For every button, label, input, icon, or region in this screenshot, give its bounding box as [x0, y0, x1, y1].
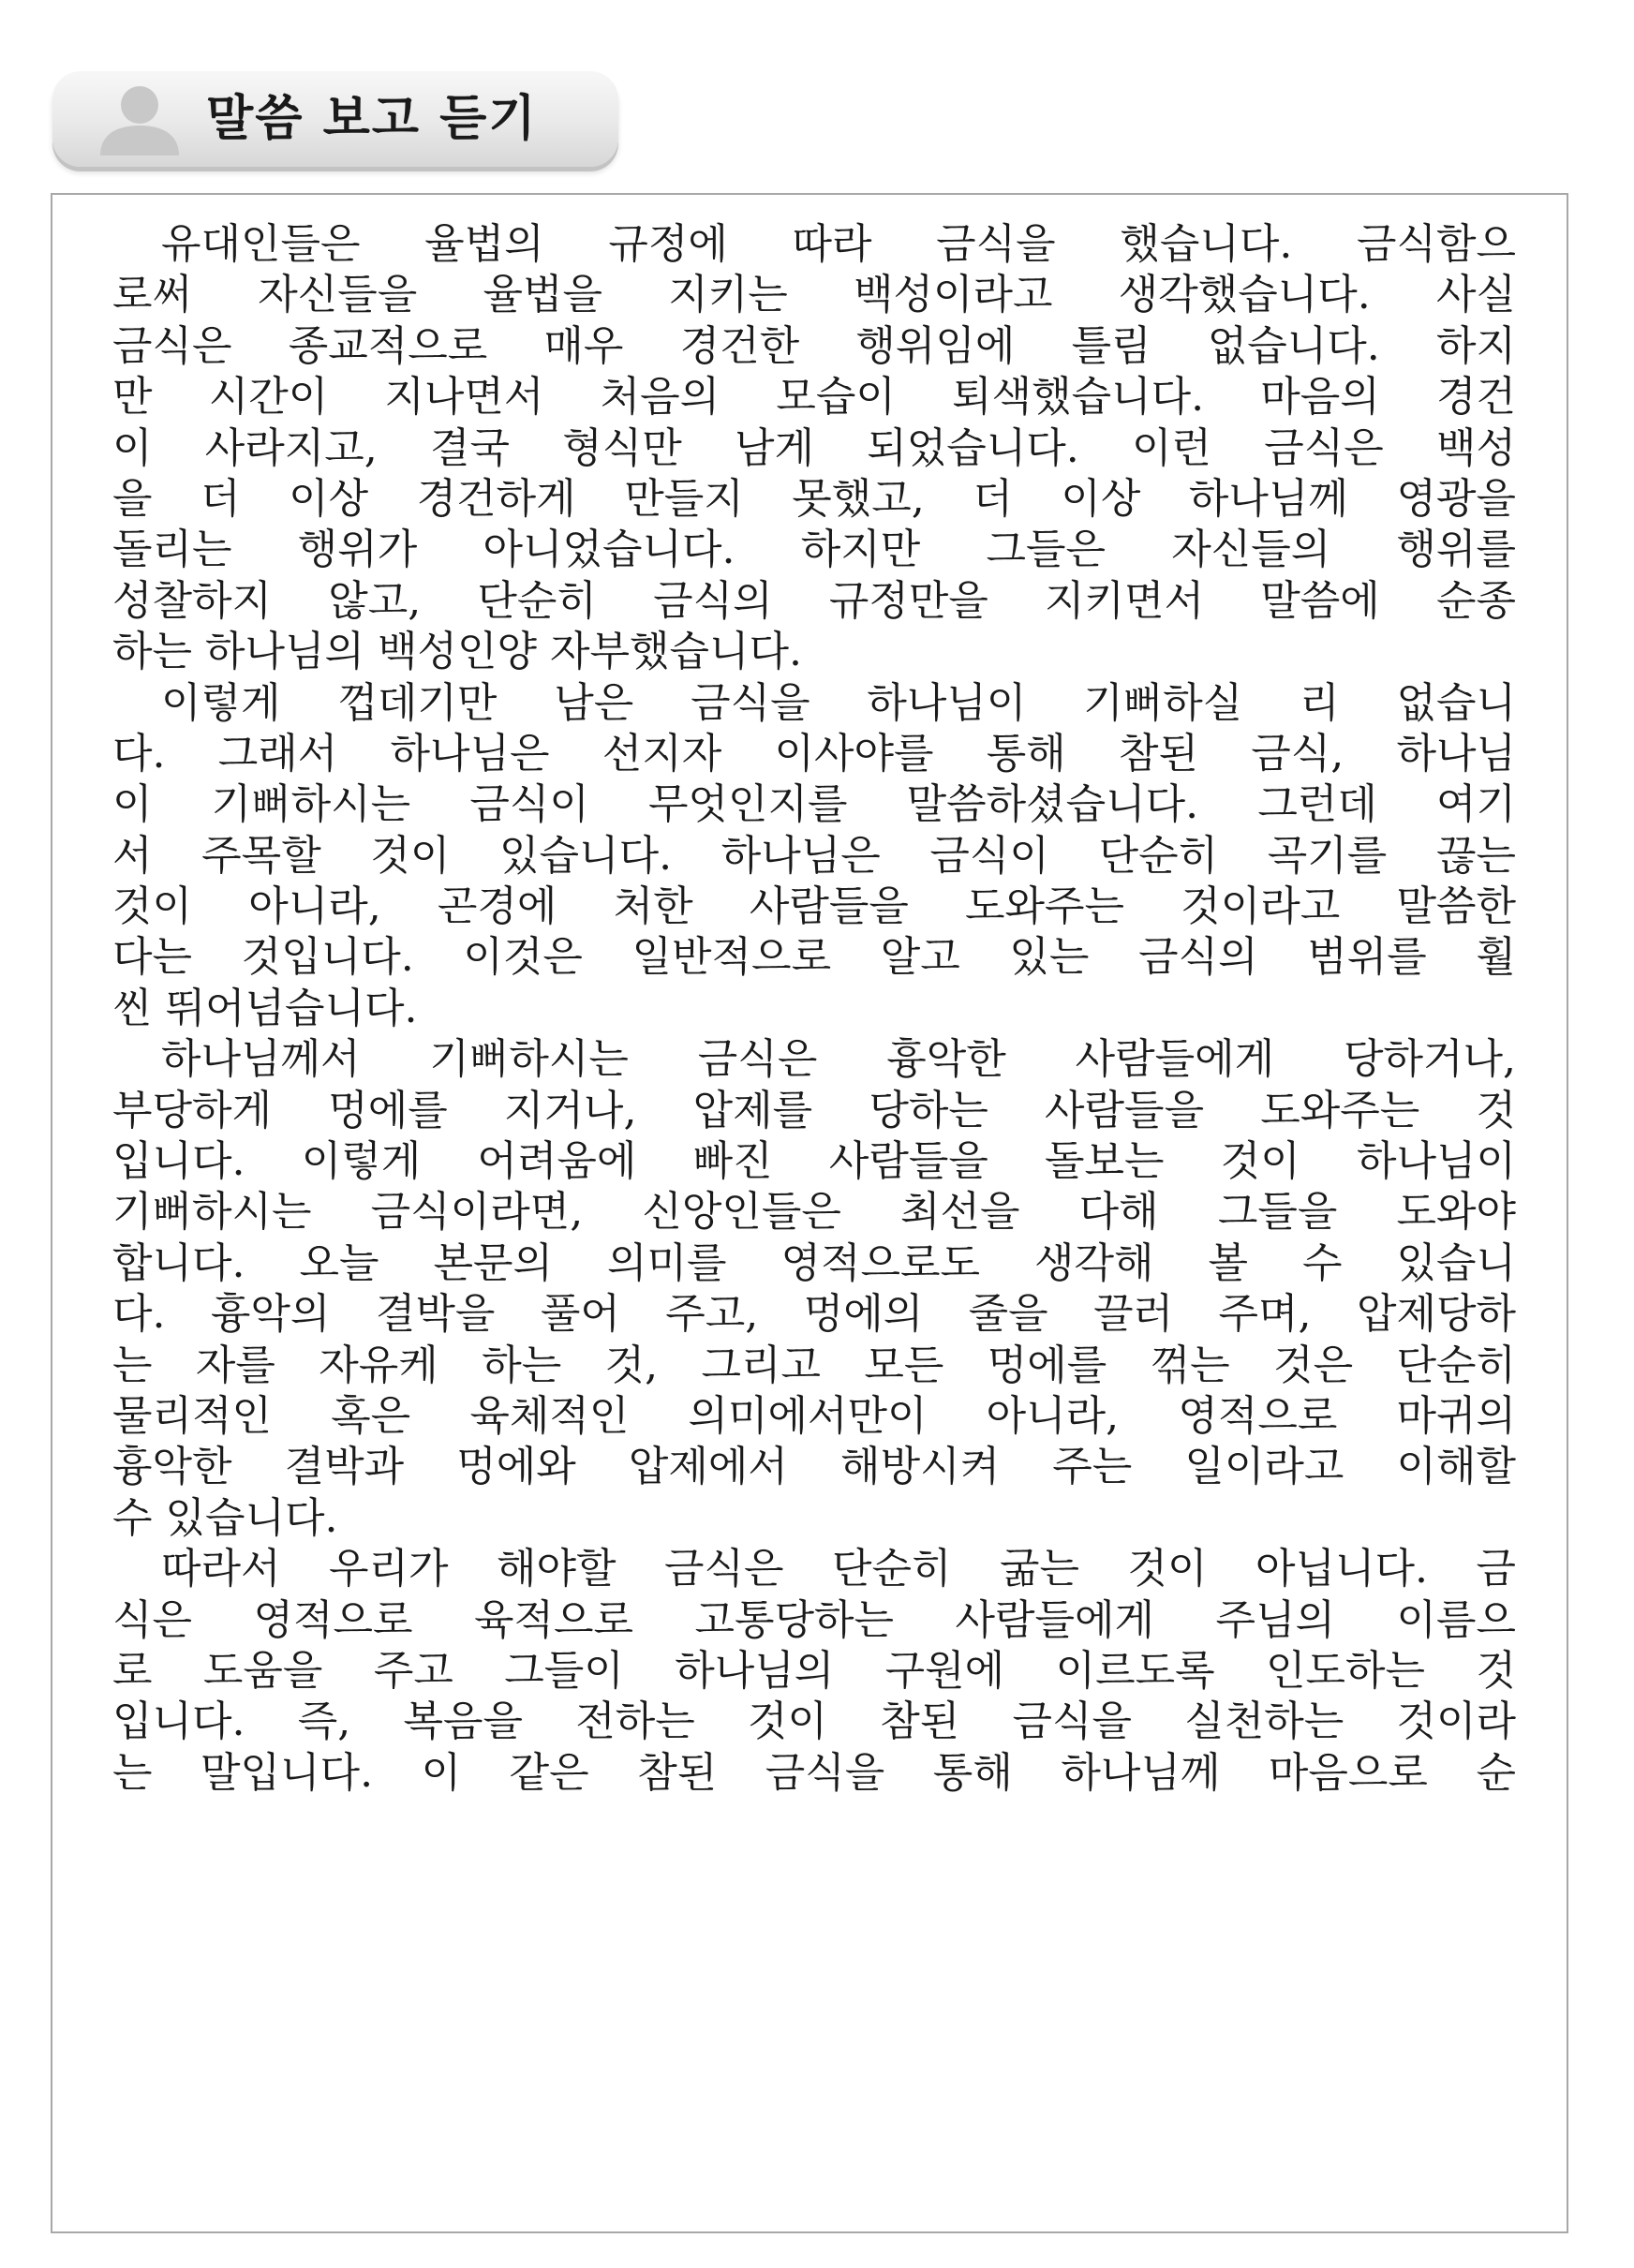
text-line: 다는 것입니다. 이것은 일반적으로 알고 있는 금식의 범위를 훨	[112, 933, 1516, 982]
text-line: 물리적인 혹은 육체적인 의미에서만이 아니라, 영적으로 마귀의	[112, 1391, 1516, 1440]
text-line: 로 도움을 주고 그들이 하나님의 구원에 이르도록 인도하는 것	[112, 1646, 1516, 1695]
text-line: 기뻐하시는 금식이라면, 신앙인들은 최선을 다해 그들을 도와야	[112, 1188, 1516, 1237]
text-line: 다. 그래서 하나님은 선지자 이사야를 통해 참된 금식, 하나님	[112, 729, 1516, 778]
text-line: 는 말입니다. 이 같은 참된 금식을 통해 하나님께 마음으로 순	[112, 1748, 1516, 1797]
text-line: 는 자를 자유케 하는 것, 그리고 모든 멍에를 꺾는 것은 단순히	[112, 1341, 1516, 1389]
text-line: 금식은 종교적으로 매우 경건한 행위임에 틀림 없습니다. 하지	[112, 321, 1516, 370]
text-line: 수 있습니다.	[112, 1493, 338, 1542]
text-line: 따라서 우리가 해야할 금식은 단순히 굶는 것이 아닙니다. 금	[161, 1545, 1516, 1594]
person-icon	[97, 84, 182, 156]
section-header-tab	[52, 71, 618, 167]
text-line: 것이 아니라, 곤경에 처한 사람들을 도와주는 것이라고 말씀한	[112, 882, 1516, 931]
text-line: 이 기뻐하시는 금식이 무엇인지를 말씀하셨습니다. 그런데 여기	[112, 780, 1516, 829]
text-line: 입니다. 이렇게 어려움에 빠진 사람들을 돌보는 것이 하나님이	[112, 1137, 1516, 1186]
text-line: 로써 자신들을 율법을 지키는 백성이라고 생각했습니다. 사실	[112, 271, 1516, 319]
text-line: 부당하게 멍에를 지거나, 압제를 당하는 사람들을 도와주는 것	[112, 1086, 1516, 1134]
text-line: 서 주목할 것이 있습니다. 하나님은 금식이 단순히 곡기를 끊는	[112, 831, 1516, 880]
text-line: 이 사라지고, 결국 형식만 남게 되었습니다. 이런 금식은 백성	[112, 423, 1516, 472]
text-line: 다. 흉악의 결박을 풀어 주고, 멍에의 줄을 끌러 주며, 압제당하	[112, 1290, 1516, 1339]
text-line: 입니다. 즉, 복음을 전하는 것이 참된 금식을 실천하는 것이라	[112, 1697, 1516, 1746]
text-line: 이렇게 껍데기만 남은 금식을 하나님이 기뻐하실 리 없습니	[161, 678, 1516, 727]
text-line: 만 시간이 지나면서 처음의 모습이 퇴색했습니다. 마음의 경건	[112, 373, 1516, 422]
text-line: 하는 하나님의 백성인양 자부했습니다.	[112, 628, 803, 676]
text-line: 을 더 이상 경건하게 만들지 못했고, 더 이상 하나님께 영광을	[112, 474, 1516, 523]
text-line: 돌리는 행위가 아니었습니다. 하지만 그들은 자신들의 행위를	[112, 526, 1516, 574]
text-line: 성찰하지 않고, 단순히 금식의 규정만을 지키면서 말씀에 순종	[112, 576, 1516, 625]
text-line: 유대인들은 율법의 규정에 따라 금식을 했습니다. 금식함으	[161, 220, 1516, 268]
section-title: 말씀 보고 듣기	[206, 91, 538, 147]
passage-text	[112, 219, 1516, 1799]
passage-box	[51, 193, 1568, 2233]
text-line: 식은 영적으로 육적으로 고통당하는 사람들에게 주님의 이름으	[112, 1595, 1516, 1644]
text-line: 하나님께서 기뻐하시는 금식은 흉악한 사람들에게 당하거나,	[161, 1035, 1516, 1084]
text-line: 흉악한 결박과 멍에와 압제에서 해방시켜 주는 일이라고 이해할	[112, 1443, 1516, 1491]
text-line: 씬 뛰어넘습니다.	[112, 984, 418, 1032]
text-line: 합니다. 오늘 본문의 의미를 영적으로도 생각해 볼 수 있습니	[112, 1238, 1516, 1287]
